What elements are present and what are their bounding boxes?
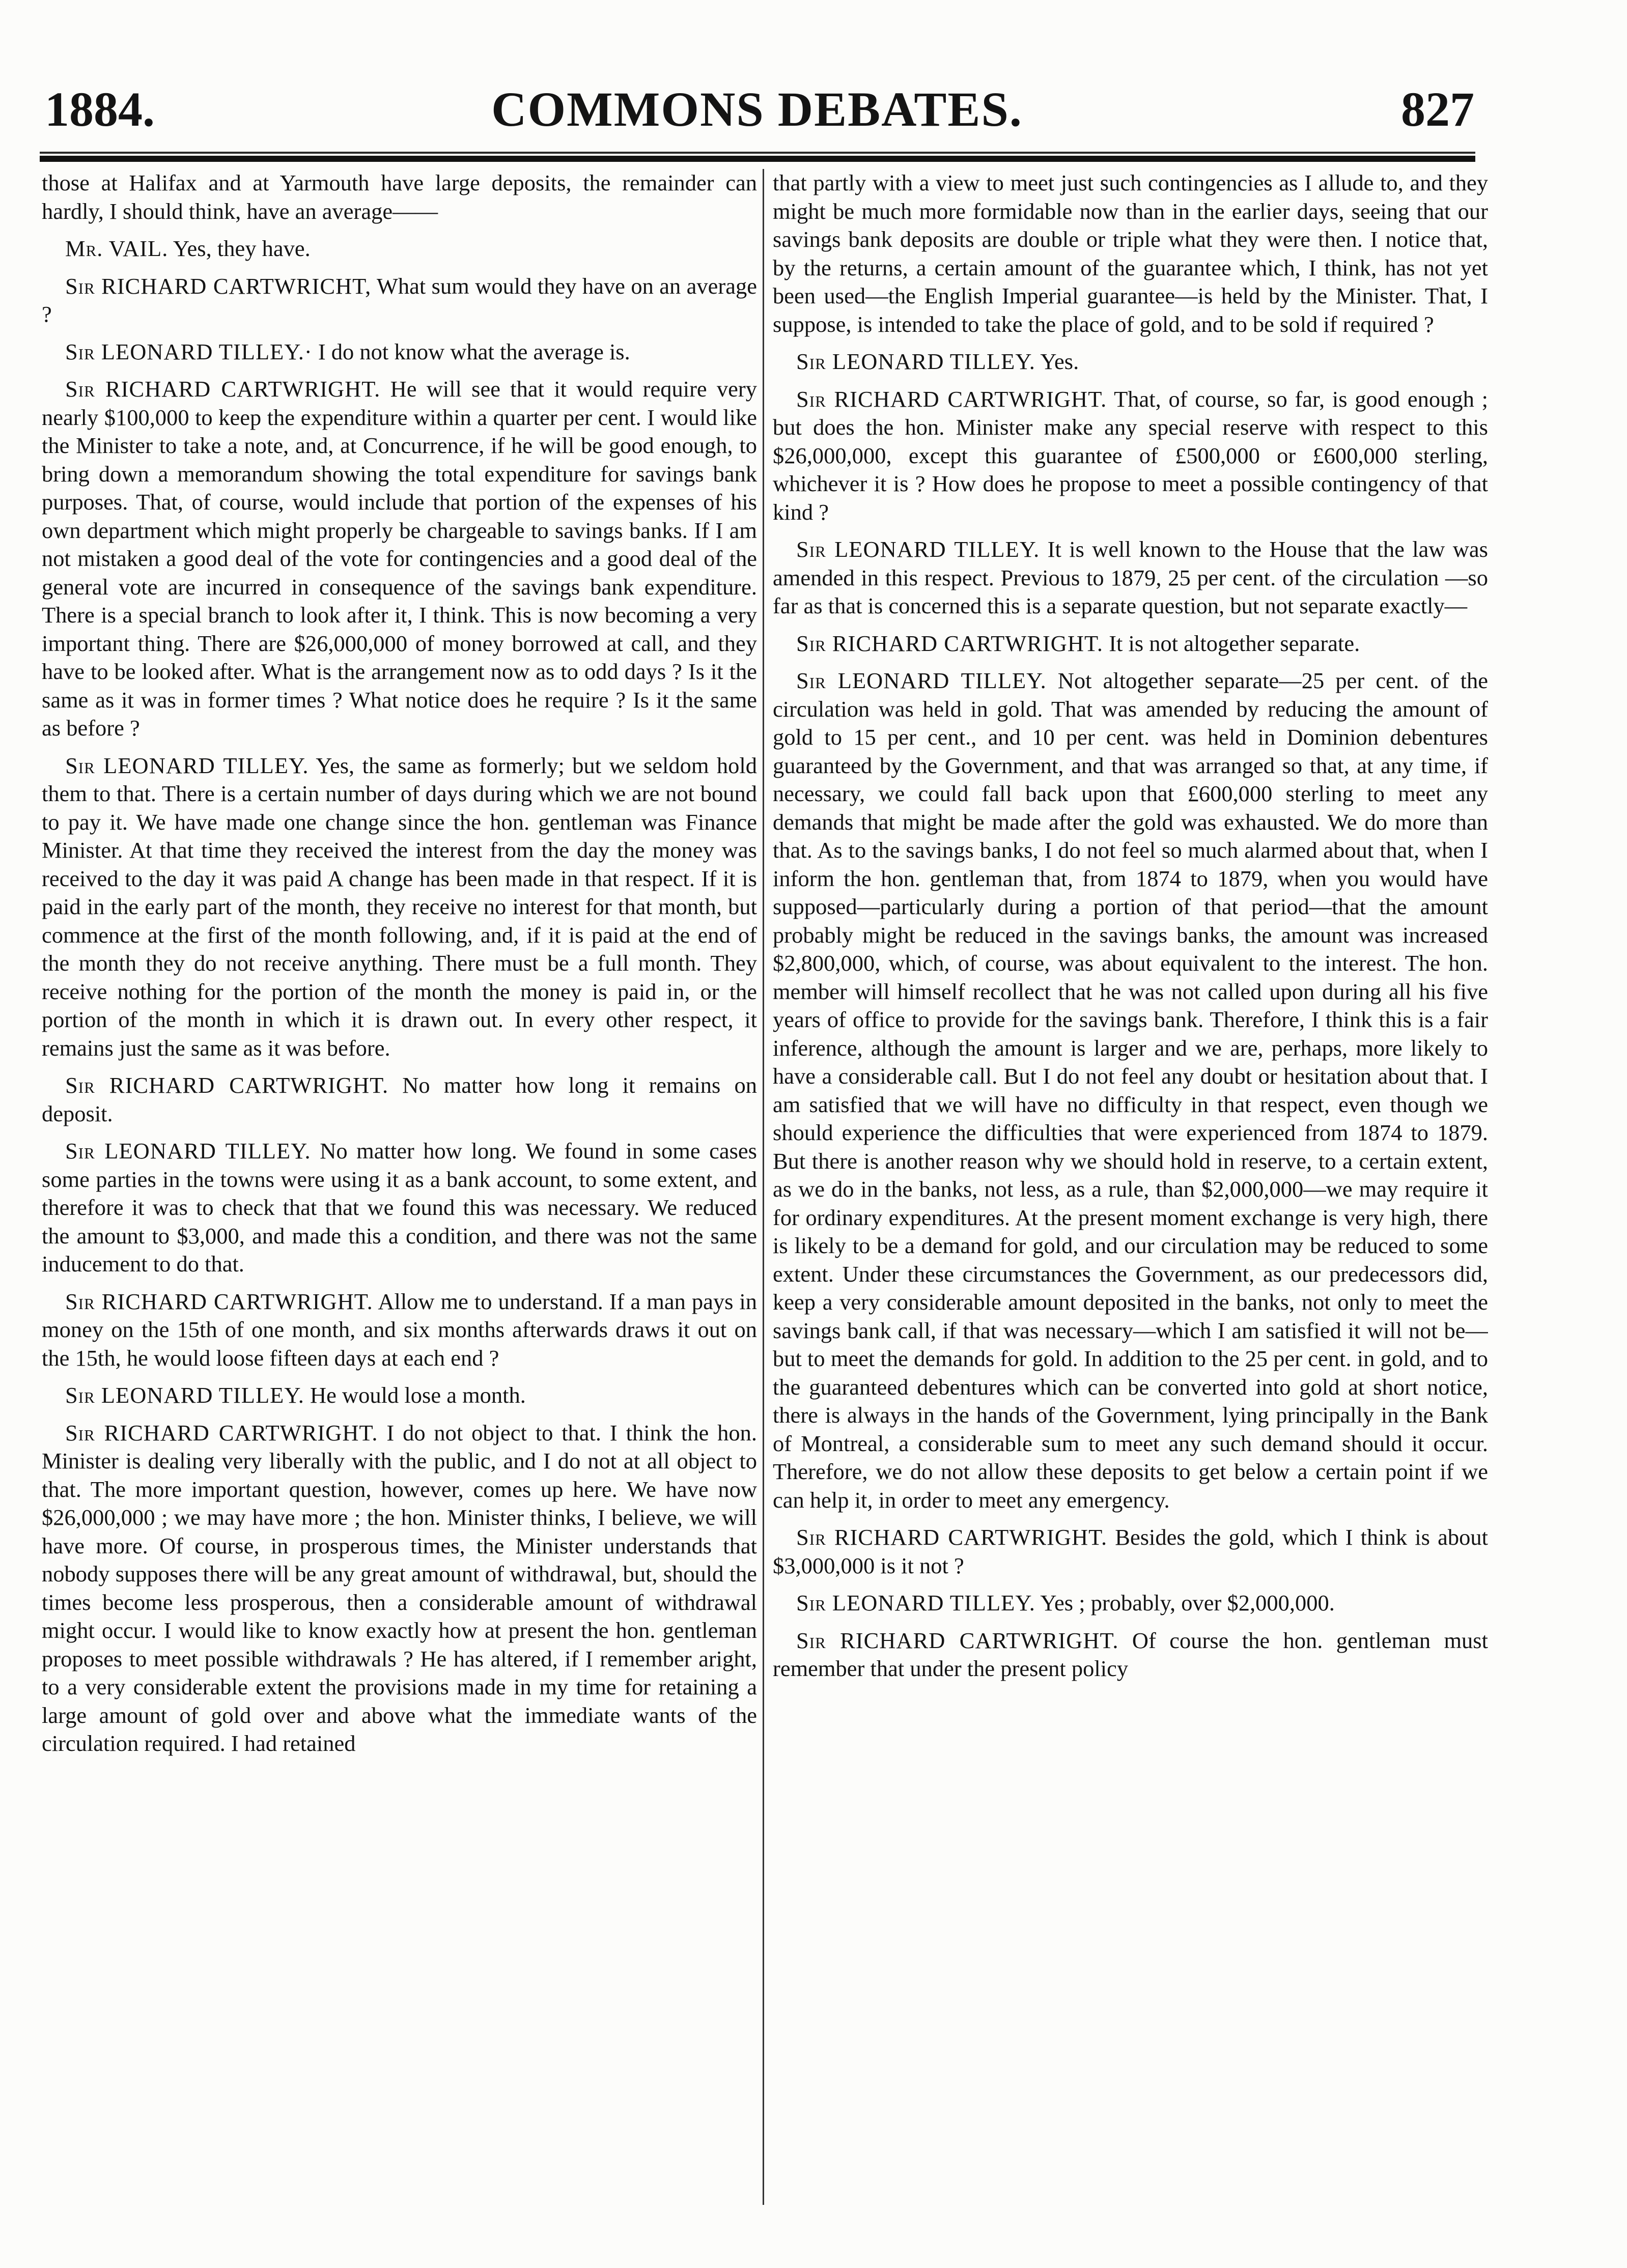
paragraph bbox=[42, 1381, 757, 1410]
speech-text: I do not object to that. I think the hon. Minister is dealing very liberally with the public, and I do not at all object to that. The more important question, however, comes up here. We have now $26,000,000 ; we may have more ; the hon. Minister thinks, I believe, we will have more. Of course, in prosperous times, the Minister understands that nobody supposes there will be any great amount of withdrawal, but, should the times become less prosperous, then a considerable amount of withdrawal might occur. I would like to know exactly how at present the hon. gentleman proposes to meet possible withdrawals ? He has altered, if I remember aright, to a very considerable extent the provisions made in my time for retaining a large amount of gold over and above what the immediate wants of the circulation required. I had retained bbox=[42, 1420, 757, 1756]
speech-text: He will see that it would require very nearly $100,000 to keep the expenditure within a quarter per cent. I would like the Minister to take a note, and, at Concurrence, if he will be good enough, to bring down a memorandum showing the total expenditure for savings bank purposes. That, of course, would include that portion of the expenses of his own department which might properly be chargeable to savings banks. If I am not mistaken a good deal of the vote for contingencies and a good deal of the general vote are incurred in consequence of the savings bank expenditure. There is a special branch to look after it, I think. This is now becoming a very important thing. There are $26,000,000 of money borrowed at call, and they have to be looked after. What is the arrangement now as to odd days ? Is it the same as it was in former times ? What notice does he require ? Is it the same as before ? bbox=[42, 376, 757, 741]
paragraph bbox=[42, 272, 757, 329]
speech-text: I do not know what the average is. bbox=[318, 338, 630, 364]
speaker-name: Sir LEONARD TILLEY. bbox=[65, 752, 309, 778]
paragraph bbox=[773, 348, 1488, 376]
column-divider bbox=[763, 169, 764, 2205]
paragraph bbox=[773, 1627, 1488, 1683]
speech-text: What sum would they have on an average ? bbox=[42, 273, 757, 327]
paragraph bbox=[42, 235, 757, 263]
speaker-name: Mr. VAIL. bbox=[65, 236, 169, 261]
speech-text: Allow me to understand. If a man pays in money on the 15th of one month, and six months afterwards draws it out on the 15th, he would loose fifteen days at each end ? bbox=[42, 1288, 757, 1371]
paragraph bbox=[42, 1419, 757, 1758]
paragraph bbox=[773, 385, 1488, 527]
speaker-name: Sir RICHARD CARTWRICHT, bbox=[65, 273, 372, 299]
paragraph bbox=[773, 667, 1488, 1514]
speech-text: Yes ; probably, over $2,000,000. bbox=[1040, 1590, 1335, 1615]
header-rule-thin bbox=[40, 152, 1475, 154]
speech-text: It is well known to the House that the law was amended in this respect. Previous to 1879, 25 per cent. of the circulation —so far as that is concerned this is a separate question, but not separate exactly— bbox=[773, 536, 1488, 618]
header-page-number: 827 bbox=[1401, 82, 1474, 136]
speaker-name: Sir LEONARD TILLEY. bbox=[796, 1590, 1035, 1615]
speaker-name: Sir LEONARD TILLEY. bbox=[796, 536, 1040, 562]
speaker-name: Sir LEONARD TILLEY. bbox=[65, 1138, 311, 1164]
speaker-name: Sir RICHARD CARTWRIGHT. bbox=[796, 1524, 1108, 1550]
paragraph bbox=[42, 375, 757, 743]
speech-text: those at Halifax and at Yarmouth have large deposits, the remainder can hardly, I should think, have an average—— bbox=[42, 170, 757, 224]
paragraph bbox=[42, 1288, 757, 1373]
speaker-name: Sir RICHARD CARTWRIGHT. bbox=[65, 1420, 378, 1445]
paragraph bbox=[773, 1589, 1488, 1618]
page-header bbox=[40, 76, 1474, 148]
paragraph bbox=[42, 1137, 757, 1279]
paragraph bbox=[773, 169, 1488, 338]
speaker-name: Sir RICHARD CARTWRIGHT. bbox=[65, 376, 381, 402]
paragraph bbox=[773, 1523, 1488, 1580]
header-year: 1884. bbox=[45, 82, 155, 136]
speaker-name: Sir RICHARD CARTWRIGHT. bbox=[65, 1288, 373, 1314]
header-title: COMMONS DEBATES. bbox=[491, 82, 1023, 136]
speech-text: Yes, they have. bbox=[173, 236, 311, 261]
speech-text: Not altogether separate—25 per cent. of the circulation was held in gold. That was amended by reducing the amount of gold to 15 per cent., and 10 per cent. was held in Dominion debentures guaranteed by the Government, and that was arranged so that, at any time, if necessary, we could fall back upon that £600,000 sterling to meet any demands that might be made after the gold was exhausted. We do more than that. As to the savings banks, I do not feel so much alarmed about that, when I inform the hon. gentleman that, from 1874 to 1879, when you would have supposed—particularly during a portion of that period—that the amount probably might be reduced in the savings banks, the amount was increased $2,800,000, which, of course, was about equivalent to the interest. The hon. member will himself recollect that he was not called upon during all his five years of office to provide for the savings bank. Therefore, I think this is a fair inference, although the amount is larger and we are, perhaps, more likely to have a considerable call. But I do not feel any doubt or hesitation about that. I am satisfied that we will have no difficulty in that respect, even though we should experience the difficulties that were experienced from 1874 to 1879. But there is another reason why we should hold in reserve, to a certain extent, as we do in the banks, not less, as a rule, than $2,000,000—we may require it for ordinary expenditures. At the present moment exchange is very high, there is likely to be a demand for gold, and our circulation may be reduced to some extent. Under these circumstances the Government, as our predecessors did, keep a very considerable amount deposited in the banks, not only to meet the savings bank call, if that was necessary—which I am satisfied it will not be—but to meet the demands for gold. In addition to the 25 per cent. in gold, and to the guaranteed debentures which can be converted into gold at short notice, there is always in the hands of the Government, lying principally in the Bank of Montreal, a considerable sum to meet any such demand should it occur. Therefore, we do not allow these deposits to get below a certain point if we can help it, in order to meet any emergency. bbox=[773, 668, 1488, 1513]
speech-text: that partly with a view to meet just such contingencies as I allude to, and they might be much more formidable now than in the earlier days, seeing that our savings bank deposits are double or triple what they were then. I notice that, by the returns, a certain amount of the guarantee which, I think, has not yet been used—the English Imperial guarantee—is held by the Minister. That, I suppose, is intended to take the place of gold, and to be sold if required ? bbox=[773, 170, 1488, 337]
paragraph bbox=[42, 1071, 757, 1128]
paragraph bbox=[773, 630, 1488, 658]
speaker-name: Sir LEONARD TILLEY. bbox=[65, 1382, 304, 1408]
speaker-name: Sir LEONARD TILLEY.· bbox=[65, 338, 313, 364]
right-column bbox=[773, 169, 1488, 2215]
paragraph bbox=[42, 752, 757, 1063]
speaker-name: Sir RICHARD CARTWRIGHT. bbox=[796, 386, 1107, 412]
speaker-name: Sir RICHARD CARTWRIGHT. bbox=[65, 1072, 389, 1098]
speaker-name: Sir RICHARD CARTWRIGHT. bbox=[796, 630, 1104, 656]
left-column bbox=[42, 169, 757, 2215]
paragraph bbox=[42, 169, 757, 225]
speaker-name: Sir LEONARD TILLEY. bbox=[796, 668, 1047, 693]
speech-text: Of course the hon. gentleman must remember that under the present policy bbox=[773, 1627, 1488, 1681]
paragraph bbox=[773, 535, 1488, 620]
speech-text: Yes. bbox=[1040, 349, 1079, 374]
header-rule-thick bbox=[40, 156, 1475, 162]
speech-text: That, of course, so far, is good enough ; but does the hon. Minister make any special reserve with respect to this $26,000,000, except this guarantee of £500,000 or £600,000 sterling, whichever it is ? How does he propose to meet a possible contingency of that kind ? bbox=[773, 386, 1488, 525]
speaker-name: Sir RICHARD CARTWRIGHT. bbox=[796, 1627, 1119, 1653]
speech-text: Besides the gold, which I think is about $3,000,000 is it not ? bbox=[773, 1524, 1488, 1578]
speaker-name: Sir LEONARD TILLEY. bbox=[796, 349, 1035, 374]
speech-text: No matter how long. We found in some cases some parties in the towns were using it as a bank account, to some extent, and therefore it was to check that that we found this was necessary. We reduced the amount to $3,000, and made this a condition, and there was not the same inducement to do that. bbox=[42, 1138, 757, 1277]
paragraph bbox=[42, 338, 757, 366]
speech-text: Yes, the same as formerly; but we seldom hold them to that. There is a certain number of days during which we are not bound to pay it. We have made one change since the hon. gentleman was Finance Minister. At that time they received the interest from the day the money was received to the day it was paid A change has been made in that respect. If it is paid in the early part of the month, they receive no interest for that month, but commence at the first of the month following, and, if it is paid at the end of the month they do not receive anything. There must be a full month. They receive nothing for the portion of the month the money is paid in, or the portion of the month in which it is drawn out. In every other respect, it remains just the same as it was before. bbox=[42, 752, 757, 1061]
speech-text: He would lose a month. bbox=[310, 1382, 526, 1408]
speech-text: It is not altogether separate. bbox=[1109, 630, 1360, 656]
speech-text: No matter how long it remains on deposit. bbox=[42, 1072, 757, 1126]
